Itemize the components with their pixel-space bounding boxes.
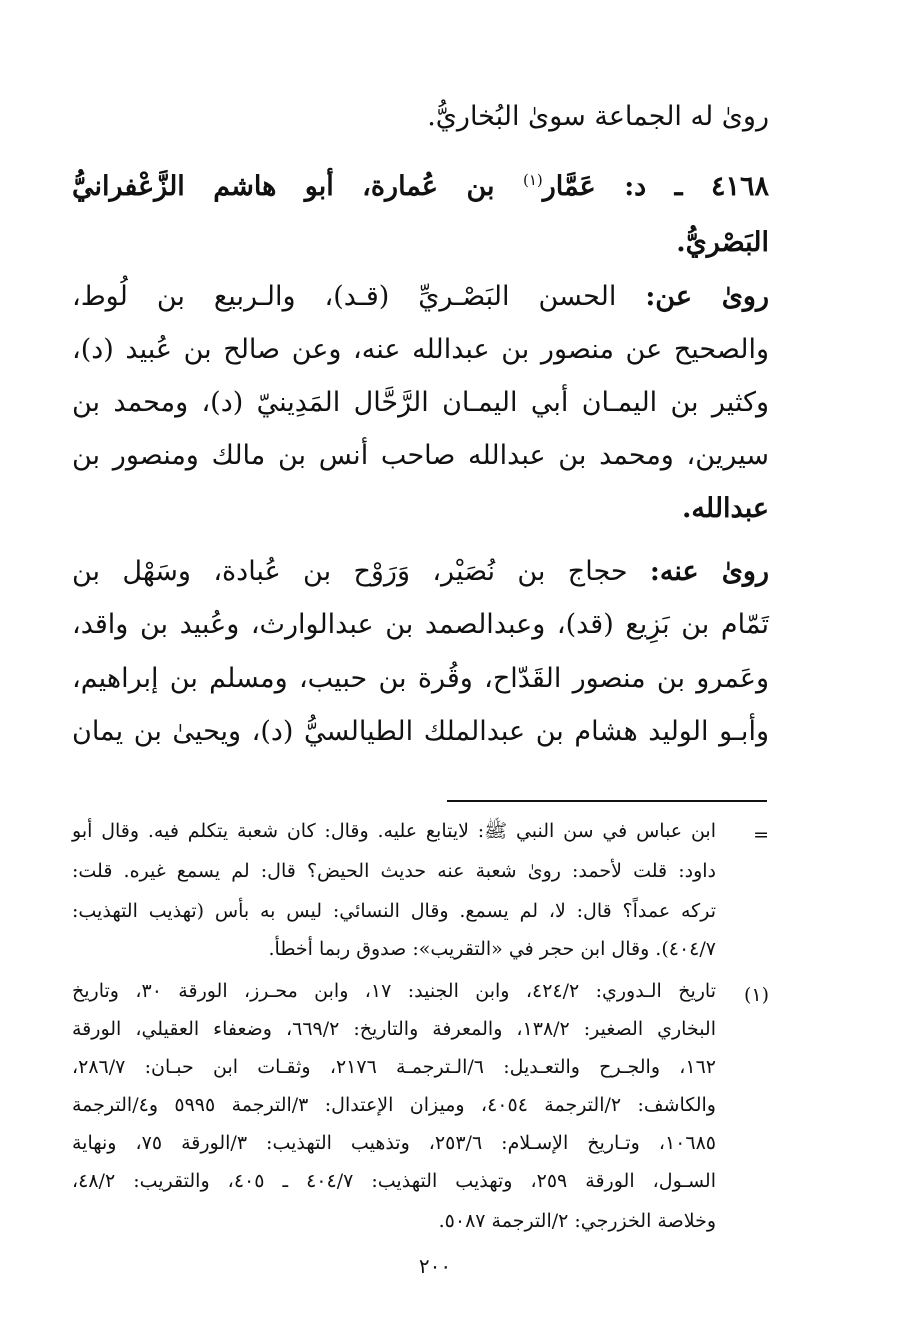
page-number: ٢٠٠ [418,1254,452,1278]
footnote-1-line6: السـول، الورقة ٢٥٩، وتهذيب التهذيب: ٤٠٤/٧ ـ ٤٠٥، والتقريب: ٤٨/٢، [72,1170,716,1192]
rawa-anhu-line4: وأبـو الوليد هشام بن عبدالملك الطيالسيُّ (د)، ويحيىٰ بن يمان [72,716,769,747]
footnote-cont-line4: ٤٠٤/٧). وقال ابن حجر في «التقريب»: صدوق ربما أخطأ. [268,938,716,960]
entry-name: ـ د: عَمَّار [542,171,711,202]
rawa-an-line5: عبدالله. [682,493,769,524]
footnote-1-line3: ١٦٢، والجـرح والتعـديل: ٦/الـترجمـة ٢١٧٦، وثقـات ابن حبـان: ٢٨٦/٧، [72,1056,716,1078]
footnote-1-line1: تاريخ الـدوري: ٤٢٤/٢، وابن الجنيد: ١٧، وابن محـرز، الورقة ٣٠، وتاريخ [72,980,717,1002]
footnote-1-line2: البخاري الصغير: ١٣٨/٢، والمعرفة والتاريخ: ٦٦٩/٢، وضعفاء العقيلي، الورقة [72,1018,716,1040]
footnote-continuation-marker: = [753,824,769,846]
footnote-cont-line1: ابن عباس في سن النبي ﷺ: لايتابع عليه. وقال: كان شعبة يتكلم فيه. وقال أبو [72,820,716,842]
rawa-anhu-text: حجاج بن نُصَيْر، وَرَوْح بن عُبادة، وسَهْل بن [72,556,650,587]
footnote-1-line5: ١٠٦٨٥، وتـاريخ الإسـلام: ٢٥٣/٦، وتذهيب التهذيب: ٣/الورقة ٧٥، ونهاية [72,1132,716,1154]
rawa-an-line2: والصحيح عن منصور بن عبدالله عنه، وعن صالح بن عُبيد (د)، [72,334,769,365]
rawa-an-line3: وكثير بن اليمـان أبي اليمـان الرَّحَّال المَدِينيّ (د)، ومحمد بن [72,387,769,418]
footnote-ref: (١) [522,171,543,189]
rawa-anhu-line2: تَمّام بن بَزِيع (قد)، وعبدالصمد بن عبدالوارث، وعُبيد بن واقد، [72,609,769,640]
entry-name-tail: بن عُمارة، أبو هاشم الزَّعْفرانيُّ [72,171,523,202]
rawa-an-label: رویٰ عن: [645,281,770,312]
entry-number: ٤١٦٨ [711,171,770,202]
footnote-cont-line3: تركه عمداً؟ قال: لا، لم يسمع. وقال النسائي: ليس به بأس (تهذيب التهذيب: [72,900,716,922]
footnote-1-marker: (١) [743,984,769,1006]
rawa-anhu-line3: وعَمرو بن منصور القَدّاح، وقُرة بن حبيب، ومسلم بن إبراهيم، [72,663,769,694]
footnote-1-line7: وخلاصة الخزرجي: ٢/الترجمة ٥٠٨٧. [438,1210,716,1232]
entry-heading-line2: البَصْريُّ. [676,227,769,258]
body-text: رویٰ له الجماعة سوىٰ البُخاريُّ. [427,101,769,132]
rawa-an-text: الحسن البَصْـريِّ (قـد)، والـربيع بن لُوط، [72,281,646,312]
rawa-an-line1 [72,280,769,314]
rawa-an-line4: سيرين، ومحمد بن عبدالله صاحب أنس بن مالك ومنصور بن [72,440,769,471]
body-line-top [427,100,769,134]
entry-heading-line1 [72,170,769,204]
footnote-1-line4: والكاشف: ٢/الترجمة ٤٠٥٤، وميزان الإعتدال: ٣/الترجمة ٥٩٩٥ و٤/الترجمة [72,1094,716,1116]
footnote-separator [447,800,767,802]
rawa-anhu-label: رویٰ عنه: [649,556,769,587]
rawa-anhu-line1 [72,555,769,589]
footnote-cont-line2: داود: قلت لأحمد: روىٰ شعبة عنه حديث الحيض؟ قال: لم يسمع غيره. قلت: [72,860,716,882]
